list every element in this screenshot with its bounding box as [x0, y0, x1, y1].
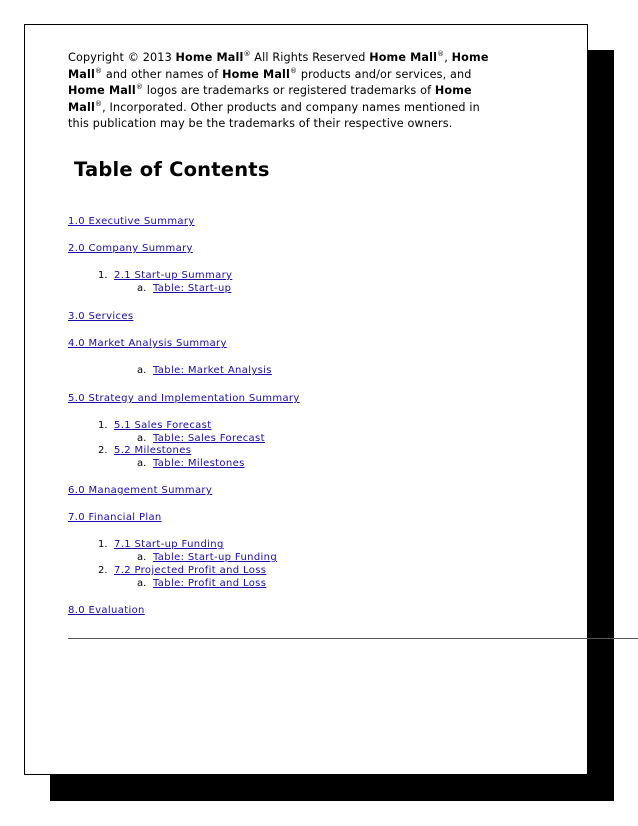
copyright-line [68, 67, 498, 84]
registered-mark: ® [437, 50, 445, 58]
toc-link[interactable]: 2.0 Company Summary [68, 243, 193, 254]
copyright-line [68, 100, 498, 117]
copyright-line [68, 83, 498, 100]
brand-name: Home [434, 84, 472, 97]
toc-link[interactable]: 3.0 Services [68, 311, 134, 322]
toc-item [68, 512, 162, 525]
toc-link[interactable]: 5.1 Sales Forecast [114, 420, 212, 431]
toc-link[interactable]: 7.0 Financial Plan [68, 512, 162, 523]
registered-mark: ® [135, 83, 144, 91]
toc-link[interactable]: 5.0 Strategy and Implementation Summary [68, 393, 300, 404]
copyright-text: and other names of [102, 67, 223, 81]
toc-item [68, 485, 212, 498]
toc-item [137, 578, 267, 591]
list-number: 2. [98, 445, 108, 456]
toc-item [68, 338, 227, 351]
toc-link[interactable]: Table: Start-up Funding [153, 552, 278, 563]
copyright-text: products and/or services, and [297, 67, 472, 81]
list-number: 2. [98, 565, 108, 576]
brand-name: Home [451, 51, 489, 64]
registered-mark: ® [94, 99, 103, 108]
toc-item [68, 216, 195, 229]
list-letter: a. [137, 433, 147, 444]
toc-link[interactable]: 7.1 Start-up Funding [114, 539, 224, 550]
registered-mark: ® [94, 66, 103, 75]
copyright-line: this publication may be the trademarks of their respective owners. [68, 117, 453, 130]
list-letter: a. [137, 365, 147, 376]
copyright-notice [68, 50, 498, 133]
brand-name: Home Mall [68, 84, 136, 97]
brand-name: Mall [68, 67, 95, 81]
toc-item [98, 565, 267, 578]
toc-link[interactable]: 1.0 Executive Summary [68, 216, 195, 227]
list-number: 1. [98, 539, 108, 550]
copyright-line [68, 50, 498, 67]
toc-link[interactable]: 4.0 Market Analysis Summary [68, 338, 227, 349]
toc-item [68, 243, 193, 256]
toc-link[interactable]: 6.0 Management Summary [68, 485, 213, 496]
copyright-text: , Incorporated. Other products and company names mentioned in [102, 100, 480, 114]
toc-item [98, 270, 233, 283]
toc-link[interactable]: Table: Milestones [153, 458, 245, 469]
copyright-text: All Rights Reserved [250, 51, 370, 64]
toc-link[interactable]: 7.2 Projected Profit and Loss [114, 565, 267, 576]
toc-item [68, 605, 145, 618]
toc-link[interactable]: Table: Start-up [153, 283, 232, 294]
toc-item [137, 458, 245, 471]
toc-link[interactable]: 5.2 Milestones [114, 445, 192, 456]
toc-item [137, 433, 265, 446]
toc-link[interactable]: Table: Sales Forecast [153, 433, 265, 444]
toc-link[interactable]: 2.1 Start-up Summary [114, 270, 233, 281]
copyright-text: , [444, 51, 452, 64]
toc-item [68, 311, 133, 324]
toc-item [137, 365, 272, 378]
copyright-text: logos are trademarks or registered trademarks of [143, 84, 435, 97]
toc-link[interactable]: Table: Market Analysis [153, 365, 272, 376]
list-letter: a. [137, 283, 147, 294]
registered-mark: ® [289, 66, 298, 75]
toc-heading: Table of Contents [74, 158, 270, 181]
brand-name: Home Mall [222, 67, 290, 81]
list-number: 1. [98, 270, 108, 281]
toc-item [137, 552, 278, 565]
list-number: 1. [98, 420, 108, 431]
toc-item [68, 393, 300, 406]
page-shadow-bottom [50, 775, 614, 801]
registered-mark: ® [243, 50, 251, 58]
list-letter: a. [137, 578, 147, 589]
brand-name: Mall [68, 100, 95, 114]
toc-link[interactable]: Table: Profit and Loss [153, 578, 267, 589]
toc-item [98, 539, 224, 552]
toc-link[interactable]: 8.0 Evaluation [68, 605, 145, 616]
brand-name: Home Mall [175, 51, 244, 64]
toc-item [137, 283, 232, 296]
horizontal-divider [68, 638, 638, 639]
list-letter: a. [137, 552, 147, 563]
copyright-text: Copyright © 2013 [68, 51, 176, 64]
toc-item [98, 420, 212, 433]
page-shadow-right [588, 50, 614, 801]
brand-name: Home Mall [369, 51, 438, 64]
toc-item [98, 445, 192, 458]
list-letter: a. [137, 458, 147, 469]
